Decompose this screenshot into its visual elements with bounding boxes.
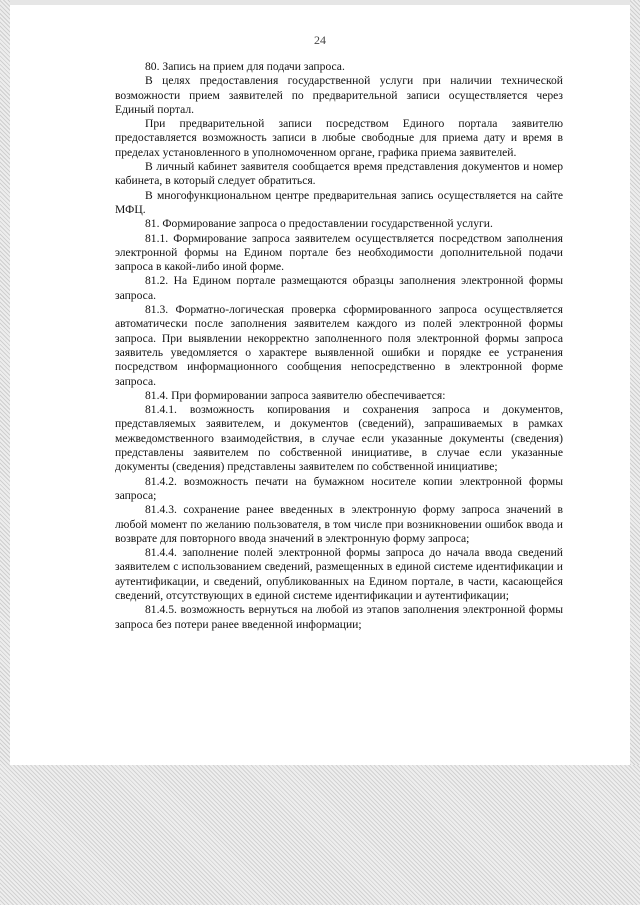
paragraph: 81.4.3. сохранение ранее введенных в электронную форму запроса значений в любой момент по желанию пользователя, в том числе при возникновении ошибок ввода и возврате для повторного ввода значений в электронную форму запроса;	[115, 503, 563, 545]
document-body	[115, 60, 563, 632]
paragraph: 81. Формирование запроса о предоставлении государственной услуги.	[145, 217, 493, 231]
page-number: 24	[314, 33, 326, 47]
paragraph: 81.4. При формировании запроса заявителю обеспечивается:	[145, 388, 446, 402]
paragraph: 81.3. Форматно-логическая проверка сформированного запроса осуществляется автоматически после заполнения заявителем каждого из полей электронной формы запроса. При выявлении некорректно заполненного поля электронной формы запроса заявитель уведомляется о характере выявленной ошибки и порядке ее устранения посредством информационного сообщения непосредственно в электронной форме запроса.	[115, 303, 563, 388]
paragraph: 80. Запись на прием для подачи запроса.	[145, 60, 345, 73]
paragraph: 81.4.2. возможность печати на бумажном носителе копии электронной формы запроса;	[115, 474, 563, 502]
paragraph: В многофункциональном центре предварительная запись осуществляется на сайте МФЦ.	[115, 188, 563, 216]
scan-edge-bottom	[0, 765, 640, 905]
paragraph: В целях предоставления государственной услуги при наличии технической возможности прием заявителей по предварительной записи осуществляется через Единый портал.	[115, 74, 563, 116]
paragraph: 81.4.5. возможность вернуться на любой из этапов заполнения электронной формы запроса без потери ранее введенной информации;	[115, 603, 563, 631]
paragraph: В личный кабинет заявителя сообщается время представления документов и номер кабинета, в который следует обратиться.	[115, 160, 563, 188]
paragraph: При предварительной записи посредством Единого портала заявителю предоставляется возможность записи в любые свободные для приема дату и время в пределах установленного в уполномоченном органе, графика приема заявителей.	[115, 117, 563, 159]
paragraph: 81.4.1. возможность копирования и сохранения запроса и документов, представляемых заявителем, и документов (сведений), запрашиваемых в рамках межведомственного взаимодействия, в случае если указанные документы (сведения) представлены заявителем по собственной инициативе, в случае если указанные документы (сведения) представлены заявителем по собственной инициативе;	[115, 403, 563, 474]
paragraph: 81.4.4. заполнение полей электронной формы запроса до начала ввода сведений заявителем с использованием сведений, размещенных в единой системе идентификации и аутентификации, и сведений, опубликованных на Едином портале, в части, касающейся сведений, отсутствующих в единой системе идентификации и аутентификации;	[115, 546, 563, 602]
paragraph: 81.2. На Едином портале размещаются образцы заполнения электронной формы запроса.	[115, 274, 563, 302]
document-page	[10, 5, 630, 765]
paragraph: 81.1. Формирование запроса заявителем осуществляется посредством заполнения электронной формы на Едином портале без необходимости дополнительной подачи запроса в какой-либо иной форме.	[115, 231, 563, 274]
